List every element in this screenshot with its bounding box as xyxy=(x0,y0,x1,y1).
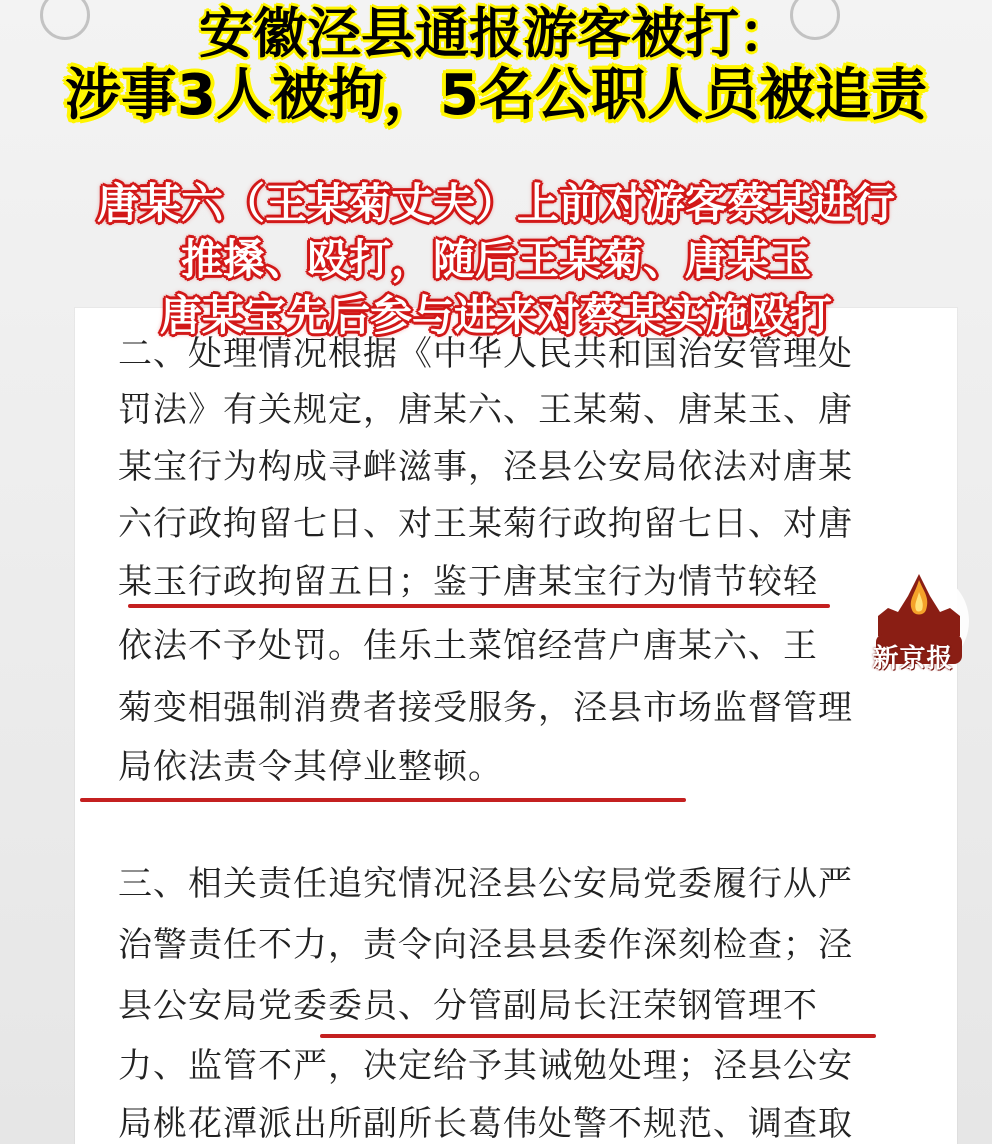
document-line: 局依法责令其停业整顿。 xyxy=(118,747,503,787)
document-line: 六行政拘留七日、对王某菊行政拘留七日、对唐 xyxy=(118,504,853,544)
document-line: 二、处理情况根据《中华人民共和国治安管理处 xyxy=(118,334,853,374)
document-line: 依法不予处罚。佳乐土菜馆经营户唐某六、王 xyxy=(118,626,818,666)
red-underline xyxy=(80,798,686,802)
document-line: 局桃花潭派出所副所长葛伟处警不规范、调查取 xyxy=(118,1104,853,1144)
caption-line: 唐某六（王某菊丈夫）上前对游客蔡某进行 xyxy=(96,179,895,228)
document-line: 罚法》有关规定，唐某六、王某菊、唐某玉、唐 xyxy=(118,390,853,430)
caption-line: 唐某宝先后参与进来对蔡某实施殴打 xyxy=(159,291,832,340)
heart-icon[interactable] xyxy=(860,770,952,862)
caption-line: 推搡、殴打，随后王某菊、唐某玉 xyxy=(180,235,811,284)
document-line: 县公安局党委委员、分管副局长汪荣钢管理不 xyxy=(118,986,818,1026)
document-line: 三、相关责任追究情况泾县公安局党委履行从严 xyxy=(118,864,853,904)
document-line: 菊变相强制消费者接受服务，泾县市场监督管理 xyxy=(118,688,853,728)
document-line: 治警责任不力，责令向泾县县委作深刻检查；泾 xyxy=(118,925,853,965)
red-underline xyxy=(320,1034,876,1038)
headline-subtitle: 涉事3人被拘，5名公职人员被追责 xyxy=(65,63,927,128)
document-line: 力、监管不严，决定给予其诫勉处理；泾县公安 xyxy=(118,1046,853,1086)
newspaper-logo-text: 新京报 xyxy=(872,644,954,674)
red-underline xyxy=(128,604,830,608)
document-line: 某玉行政拘留五日；鉴于唐某宝行为情节较轻 xyxy=(118,562,818,602)
headline-title: 安徽泾县通报游客被打： xyxy=(199,2,793,65)
document-line: 某宝行为构成寻衅滋事，泾县公安局依法对唐某 xyxy=(118,447,853,487)
